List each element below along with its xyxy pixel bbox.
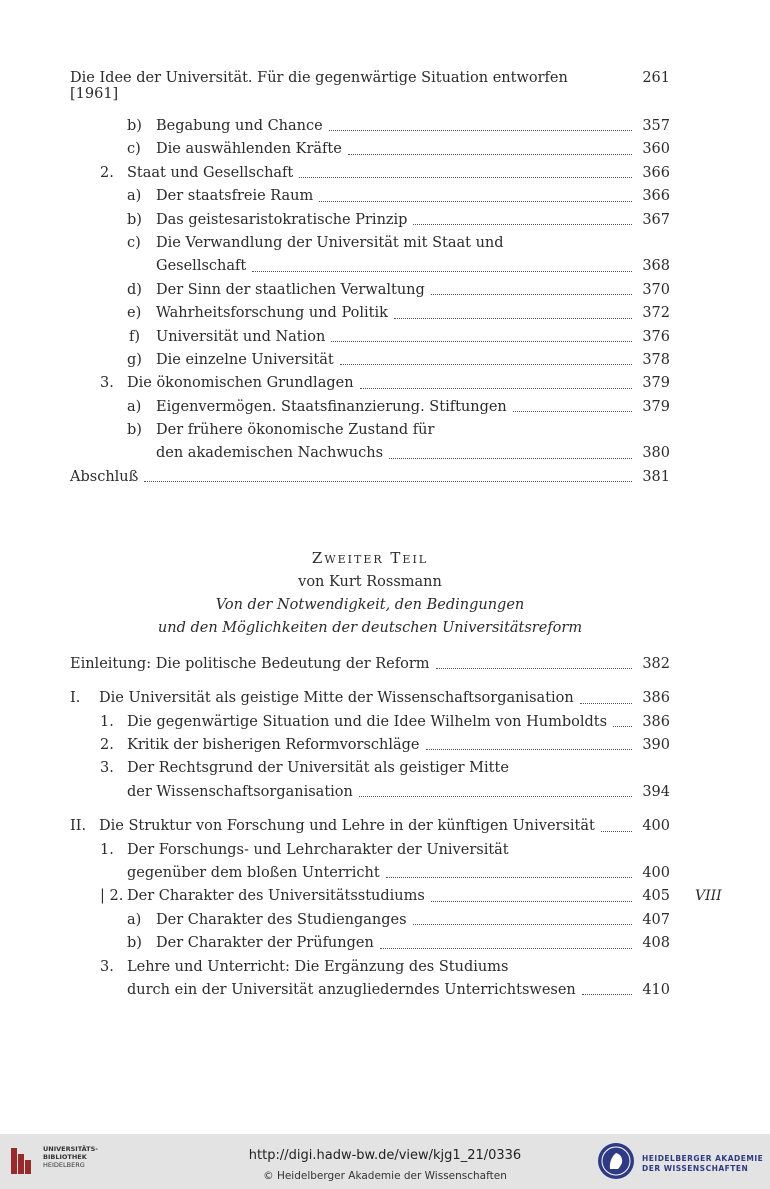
toc-title: Die auswählenden Kräfte [156,141,342,158]
toc-entry-continuation [70,862,670,885]
toc-title-continued: der Wissenschaftsorganisation [127,783,353,800]
toc-number: c) [127,234,141,251]
toc-number: a) [127,188,142,205]
toc-page: 366 [642,188,670,205]
toc-page: 366 [642,164,670,181]
toc-page: 407 [642,911,670,928]
logo-text: BIBLIOTHEK [43,1153,87,1161]
toc-page: 386 [642,690,670,707]
academy-seal-icon [596,1141,636,1181]
toc-number: c) [127,141,141,158]
toc-page: 379 [642,398,670,415]
toc-page: 367 [642,211,670,228]
toc-title: Der frühere ökonomische Zustand für [156,422,435,439]
toc-number: I. [70,690,81,707]
toc-number: | 2. [100,888,124,905]
toc-number: b) [127,422,142,439]
academy-logo[interactable] [596,1141,766,1183]
toc-title: Die Struktur von Forschung und Lehre in der künftigen Universität [99,818,595,835]
toc-title: Die gegenwärtige Situation und die Idee Wilhelm von Humboldts [127,713,608,730]
toc-title-continued: durch ein der Universität anzugliederndes Unterrichtswesen [127,981,576,998]
toc-entry [70,839,670,862]
toc-entry-continuation [70,979,670,1002]
toc-page: 410 [642,981,670,998]
toc-title: Der staatsfreie Raum [156,188,314,205]
toc-number: e) [127,305,142,322]
toc-page: 368 [642,258,670,275]
toc-entry [70,885,722,908]
toc-page: 382 [642,655,670,672]
toc-number: 3. [100,375,114,392]
toc-page: 370 [642,281,670,298]
running-title: Die Idee der Universität. Für die gegenwärtige Situation entworfen [1961] [70,70,568,102]
toc-number: II. [70,818,87,835]
toc-number: b) [127,118,142,134]
toc-entry [70,711,670,734]
toc-title: Die einzelne Universität [156,351,334,368]
toc-title: Eigenvermögen. Staatsfinanzierung. Stiftungen [156,398,507,415]
toc-number: a) [127,398,142,415]
toc-number: 3. [100,760,114,777]
toc-page: 390 [642,737,670,754]
toc-title: Der Forschungs- und Lehrcharakter der Universität [127,841,509,858]
toc-page: 405 [642,888,670,905]
toc-entry-continuation [70,442,670,465]
toc-title: Der Charakter der Prüfungen [156,935,374,952]
toc-entry-continuation [70,781,670,804]
toc-entry [70,909,670,932]
toc-entry [70,162,670,185]
toc-entry [70,466,670,489]
toc-title: Das geistesaristokratische Prinzip [156,211,408,228]
toc-title: Der Rechtsgrund der Universität als geistiger Mitte [127,760,509,777]
logo-text: UNIVERSITÄTS- [43,1145,98,1153]
toc-page: 386 [642,713,670,730]
toc-page: 381 [642,468,670,485]
marginal-page-marker: VIII [695,888,722,905]
toc-entry [70,279,670,302]
toc-number: b) [127,935,142,952]
toc-number: f) [129,328,141,345]
permalink-url[interactable]: http://digi.hadw-bw.de/view/kjg1_21/0336 [248,1148,522,1163]
toc-title: Einleitung: Die politische Bedeutung der Reform [70,655,430,672]
toc-number: 2. [100,737,114,754]
toc-page: 380 [642,445,670,462]
toc-title: Staat und Gesellschaft [127,164,294,181]
page-number: 261 [642,70,670,86]
toc-entry [70,372,670,395]
toc-number: d) [127,281,142,298]
toc-entry [70,302,670,325]
toc-title: Universität und Nation [156,328,326,345]
toc-entry [70,687,670,710]
toc-number: 1. [100,841,114,858]
toc-number: g) [127,351,142,368]
toc-title: Abschluß [70,468,139,485]
toc-page: 360 [642,141,670,158]
toc-title: Wahrheitsforschung und Politik [156,305,388,322]
logo-text: HEIDELBERGER AKADEMIE [642,1154,764,1163]
toc-title-continued: gegenüber dem bloßen Unterricht [127,865,380,881]
logo-text: HEIDELBERG [43,1161,85,1169]
toc-entry [70,956,670,979]
toc-number: 1. [100,713,114,730]
toc-entry [70,757,670,780]
copyright-notice: © Heidelberger Akademie der Wissenschaften [263,1170,507,1182]
toc-entry [70,326,670,349]
toc-title-continued: Gesellschaft [156,258,247,275]
toc-page: 379 [642,375,670,392]
toc-entry [70,653,670,676]
toc-title: Der Charakter des Studienganges [156,911,407,928]
toc-entry [70,815,670,838]
toc-entry [70,138,670,161]
toc-number: b) [127,211,142,228]
toc-page: 378 [642,351,670,368]
table-of-contents [70,115,722,1002]
toc-page: 357 [642,118,670,134]
part-author: von Kurt Rossmann [298,573,442,590]
toc-page: 376 [642,328,670,345]
part-title: Zweiter Teil [311,549,429,568]
part-subtitle: und den Möglichkeiten der deutschen Universitätsreform [157,620,583,637]
toc-number: 2. [100,164,114,181]
running-header [70,70,670,102]
part-subtitle: Von der Notwendigkeit, den Bedingungen [215,597,525,614]
toc-page: 400 [642,818,670,835]
toc-entry-continuation [70,255,670,278]
toc-title-continued: den akademischen Nachwuchs [156,445,384,462]
toc-entry [70,734,670,757]
toc-entry [70,232,670,255]
toc-entry [70,115,670,138]
toc-title: Die ökonomischen Grundlagen [127,375,354,392]
viewer-footer [0,1134,770,1189]
toc-title: Kritik der bisherigen Reformvorschläge [127,737,420,754]
toc-title: Die Universität als geistige Mitte der Wissenschaftsorganisation [99,690,574,707]
toc-entry [70,185,670,208]
toc-entry [70,349,670,372]
part-heading [70,547,670,641]
toc-page: 400 [642,865,670,881]
toc-title: Begabung und Chance [156,118,323,134]
toc-number: 3. [100,958,114,975]
toc-title: Die Verwandlung der Universität mit Staat und [156,234,504,251]
toc-page: 408 [642,935,670,952]
toc-entry [70,419,670,442]
toc-entry [70,396,670,419]
toc-entry [70,209,670,232]
toc-page: 372 [642,305,670,322]
toc-title: Der Charakter des Universitätsstudiums [127,888,425,905]
toc-number: a) [127,911,142,928]
toc-title: Lehre und Unterricht: Die Ergänzung des Studiums [127,958,509,975]
toc-page: 394 [642,783,670,800]
toc-entry [70,932,670,955]
logo-text: DER WISSENSCHAFTEN [642,1164,749,1173]
toc-title: Der Sinn der staatlichen Verwaltung [156,281,425,298]
